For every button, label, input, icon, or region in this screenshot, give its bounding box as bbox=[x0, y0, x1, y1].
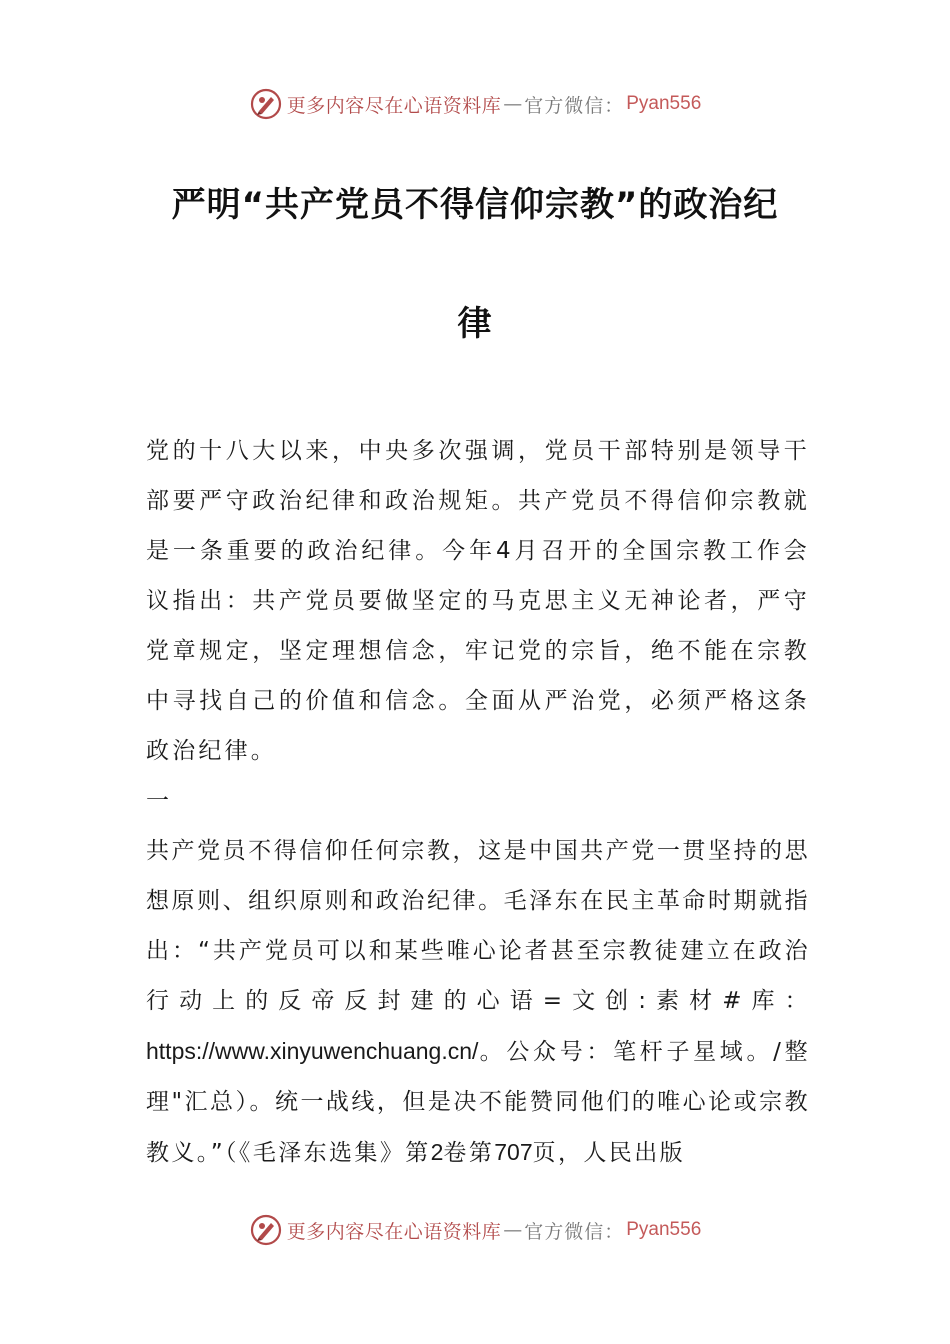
brand-logo-icon bbox=[249, 87, 283, 121]
paragraph-text: 共产党员不得信仰任何宗教，这是中国共产党一贯坚持的思想原则、组织原则和政治纪律。毛泽东在民主革命时期就指出：“共产党员可以和某些唯心论者甚至宗教徒建立在政治行动上的反帝反封建的心语=文创:素材#库： bbox=[146, 838, 810, 1014]
volume-number: 2 bbox=[430, 1139, 444, 1165]
banner-official-label: 官方微信： bbox=[524, 1220, 625, 1243]
document-body bbox=[146, 426, 810, 1178]
paragraph-text: 卷第 bbox=[443, 1140, 495, 1166]
paragraph-text: 页，人民出版 bbox=[532, 1140, 686, 1166]
banner-dash: — bbox=[503, 1219, 523, 1241]
banner-slogan: 更多内容尽在心语资料库 bbox=[286, 1220, 502, 1243]
footer-banner bbox=[0, 1210, 950, 1250]
section-marker: 一 bbox=[146, 788, 172, 814]
paragraph-intro: 党的十八大以来，中央多次强调，党员干部特别是领导干部要严守政治纪律和政治规矩。共产党员不得信仰宗教就是一条重要的政治纪律。今年4月召开的全国宗教工作会议指出：共产党员要做坚定的马克思主义无神论者，严守党章规定，坚定理想信念，牢记党的宗旨，绝不能在宗教中寻找自己的价值和信念。全面从严治党，必须严格这条政治纪律。 bbox=[146, 438, 810, 764]
header-banner bbox=[0, 84, 950, 124]
banner-dash: — bbox=[503, 93, 523, 115]
banner-wechat-id: Pyan556 bbox=[626, 93, 702, 114]
brand-logo-icon bbox=[249, 1213, 283, 1247]
paragraph-section-one bbox=[146, 826, 810, 1178]
paragraph-text: 。公众号：笔杆子星域。/整理"汇总）。统一战线，但是决不能赞同他们的唯心论或宗教教义。”（《毛泽东选集》第 bbox=[146, 1039, 810, 1166]
source-url-link[interactable]: https://www.xinyuwenchuang.cn/ bbox=[146, 1038, 479, 1064]
page-number-ref: 707 bbox=[494, 1139, 533, 1165]
document-title-line1: 严明“共产党员不得信仰宗教”的政治纪 bbox=[171, 185, 779, 225]
banner-wechat-id: Pyan556 bbox=[626, 1219, 702, 1240]
banner-slogan: 更多内容尽在心语资料库 bbox=[286, 94, 502, 117]
document-title-line2: 律 bbox=[457, 304, 493, 344]
banner-official-label: 官方微信： bbox=[524, 94, 625, 117]
